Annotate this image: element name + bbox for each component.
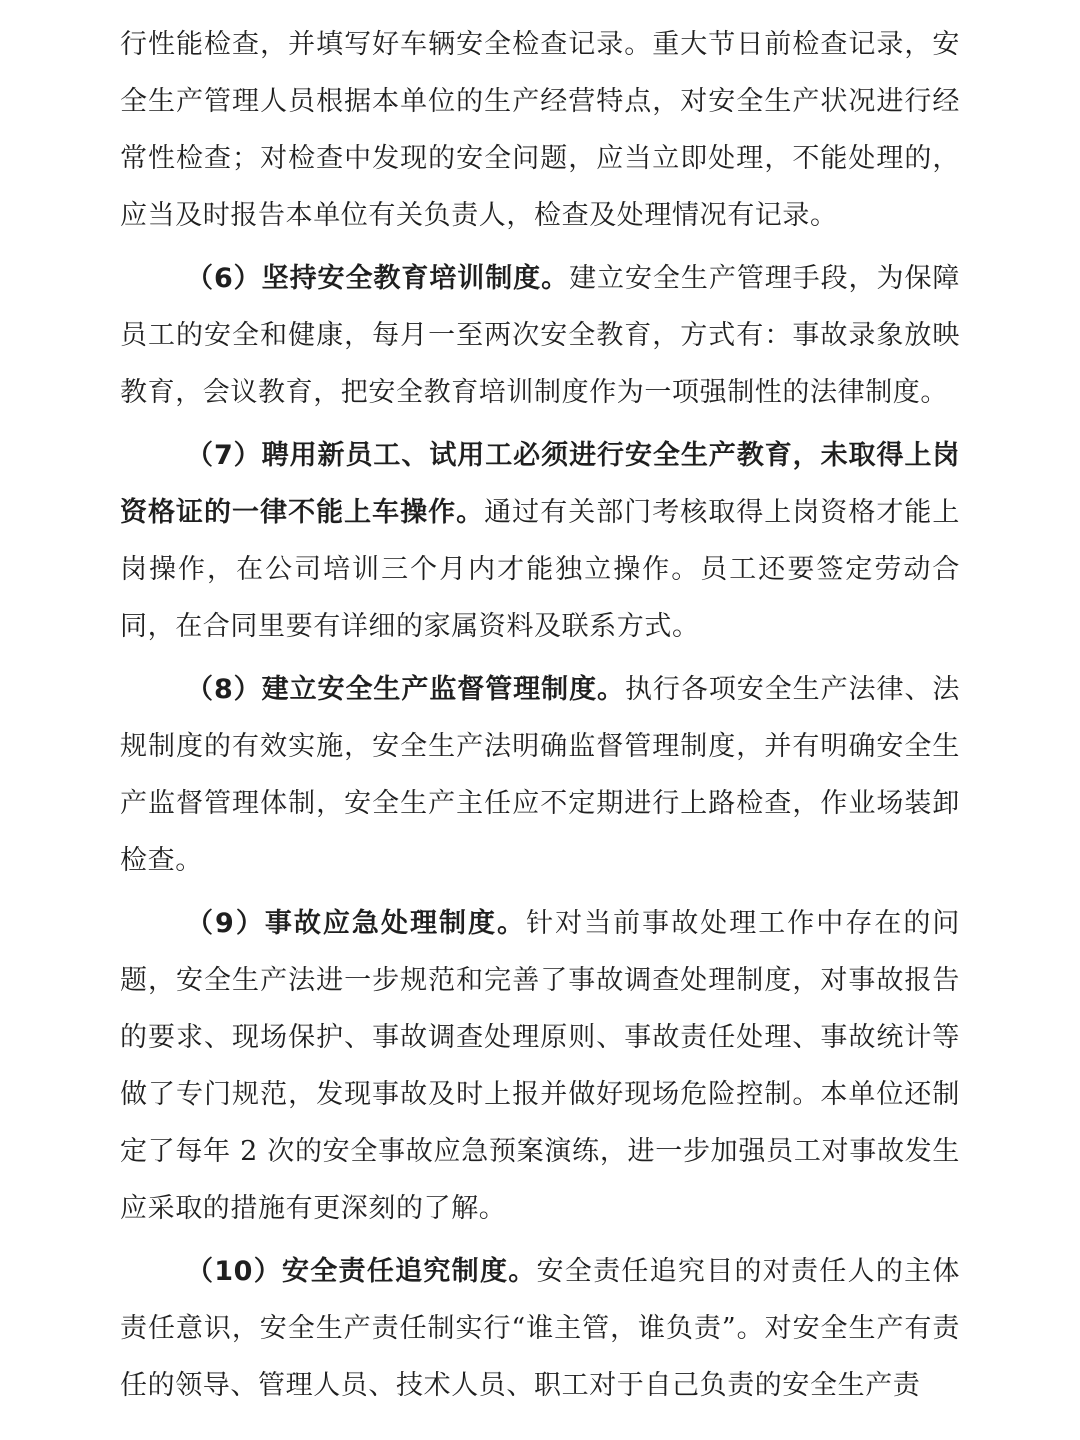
section-6-body: 建立安全生产管理手段，为保障员工的安全和健康，每月一至两次安全教育，方式有：事故录象放映教育，会议教育，把安全教育培训制度作为一项强制性的法律制度。 — [120, 263, 961, 408]
section-9-paragraph — [120, 895, 960, 1237]
section-8-paragraph — [120, 661, 960, 889]
section-7-body: 通过有关部门考核取得上岗资格才能上岗操作，在公司培训三个月内才能独立操作。员工还要签定劳动合同，在合同里要有详细的家属资料及联系方式。 — [120, 497, 960, 642]
section-6-paragraph — [120, 250, 960, 421]
section-8-heading: （8）建立安全生产监督管理制度。 — [186, 674, 625, 705]
intro-paragraph: 行性能检查，并填写好车辆安全检查记录。重大节日前检查记录，安全生产管理人员根据本单位的生产经营特点，对安全生产状况进行经常性检查；对检查中发现的安全问题，应当立即处理，不能处理的，应当及时报告本单位有关负责人，检查及处理情况有记录。 — [120, 29, 960, 231]
document-page — [120, 16, 960, 1420]
section-9-heading: （9）事故应急处理制度。 — [186, 908, 527, 939]
section-9-body: 针对当前事故处理工作中存在的问题，安全生产法进一步规范和完善了事故调查处理制度，对事故报告的要求、现场保护、事故调查处理原则、事故责任处理、事故统计等做了专门规范，发现事故及时上报并做好现场危险控制。本单位还制定了每年 2 次的安全事故应急预案演练，进一步加强员工对事故发生应采取的措施有更深刻的了解。 — [120, 908, 961, 1224]
section-7-heading: （7）聘用新员工、试用工必须进行安全生产教育，未取得上岗资格证的一律不能上车操作。 — [120, 440, 960, 528]
section-8-body: 执行各项安全生产法律、法规制度的有效实施，安全生产法明确监督管理制度，并有明确安全生产监督管理体制，安全生产主任应不定期进行上路检查，作业场装卸检查。 — [120, 674, 961, 876]
section-10-paragraph — [120, 1243, 960, 1414]
section-7-paragraph — [120, 427, 960, 655]
section-10-body: 安全责任追究目的对责任人的主体责任意识，安全生产责任制实行“谁主管，谁负责”。对安全生产有责任的领导、管理人员、技术人员、职工对于自己负责的安全生产责 — [120, 1256, 961, 1401]
section-6-heading: （6）坚持安全教育培训制度。 — [186, 263, 570, 294]
section-10-heading: （10）安全责任追究制度。 — [186, 1256, 537, 1287]
